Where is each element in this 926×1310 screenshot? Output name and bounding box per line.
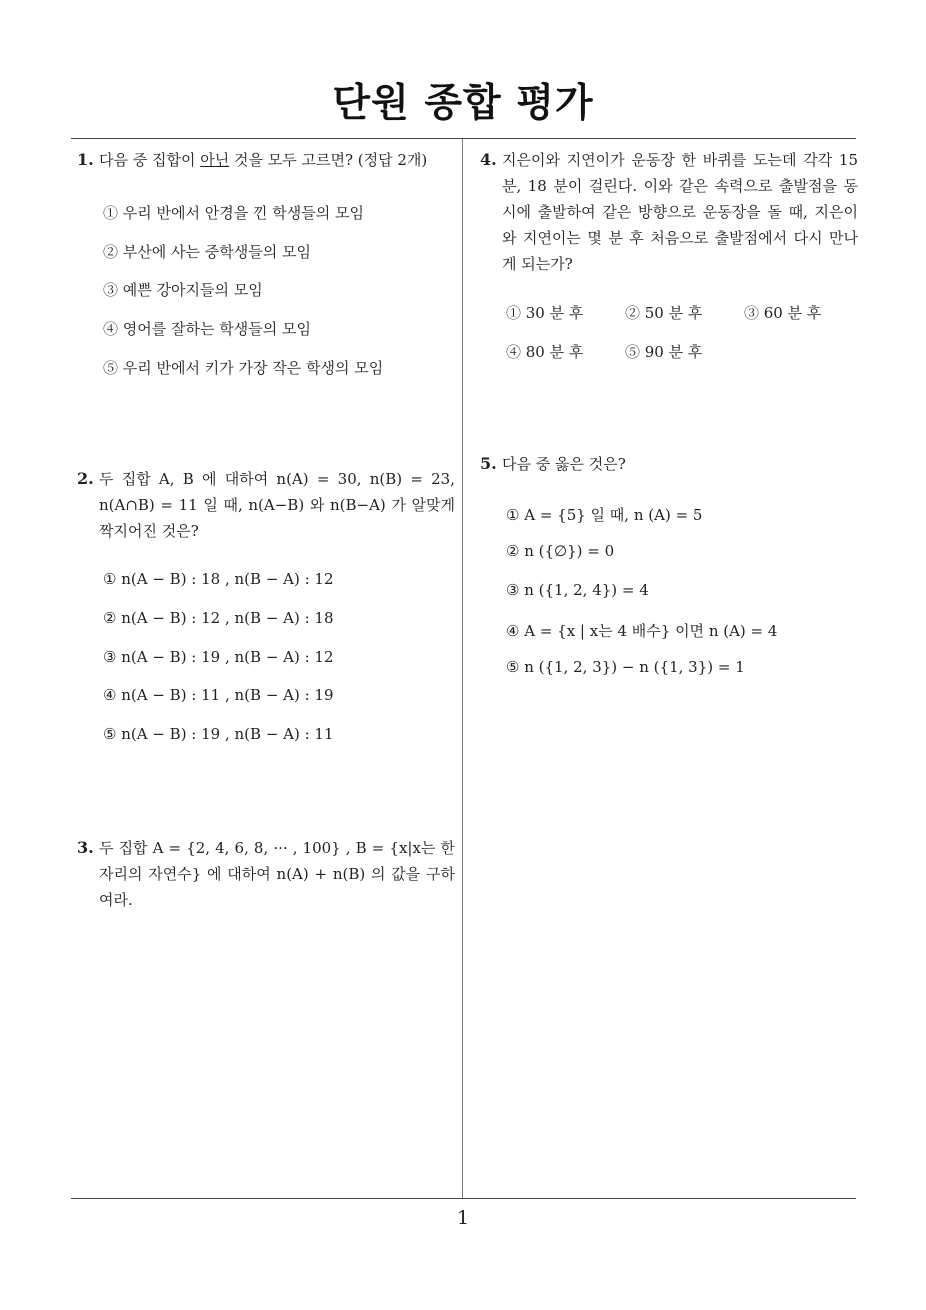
q1-option-1: ① 우리 반에서 안경을 낀 학생들의 모임 (103, 204, 364, 222)
page-number: 1 (456, 1207, 470, 1229)
question-3 (77, 835, 455, 913)
question-4 (480, 147, 858, 277)
question-2 (77, 466, 455, 544)
q4-option-1: ① 30 분 후 (506, 304, 584, 322)
question-number: 2. (77, 469, 94, 488)
q2-option-2: ② n(A − B) : 12 , n(B − A) : 18 (103, 609, 334, 627)
top-rule (71, 138, 856, 139)
q2-option-1: ① n(A − B) : 18 , n(B − A) : 12 (103, 570, 334, 588)
q1-option-2: ② 부산에 사는 중학생들의 모임 (103, 243, 311, 261)
q5-option-5: ⑤ n ({1, 2, 3}) − n ({1, 3}) = 1 (506, 658, 745, 676)
q2-option-4: ④ n(A − B) : 11 , n(B − A) : 19 (103, 686, 334, 704)
question-number: 4. (480, 150, 497, 169)
page-title: 단원 종합 평가 (332, 81, 594, 126)
column-divider (462, 139, 463, 1198)
q4-option-5: ⑤ 90 분 후 (625, 343, 703, 361)
q5-option-2: ② n ({∅}) = 0 (506, 542, 615, 560)
q2-option-5: ⑤ n(A − B) : 19 , n(B − A) : 11 (103, 725, 334, 743)
question-stem: 두 집합 A = {2, 4, 6, 8, ··· , 100} , B = {x|x는 한 자리의 자연수} 에 대하여 n(A) + n(B) 의 값을 구하여라. (99, 839, 455, 909)
question-stem: 두 집합 A, B 에 대하여 n(A) = 30, n(B) = 23, n(A∩B) = 11 일 때, n(A−B) 와 n(B−A) 가 알맞게 짝지어진 것은? (99, 470, 455, 540)
question-stem: 다음 중 옳은 것은? (502, 455, 626, 473)
bottom-rule (71, 1198, 856, 1199)
question-number: 1. (77, 150, 94, 169)
question-1 (77, 147, 455, 173)
q4-option-2: ② 50 분 후 (625, 304, 703, 322)
q1-option-4: ④ 영어를 잘하는 학생들의 모임 (103, 320, 311, 338)
q4-option-4: ④ 80 분 후 (506, 343, 584, 361)
q1-option-5: ⑤ 우리 반에서 키가 가장 작은 학생의 모임 (103, 359, 384, 377)
q5-option-4: ④ A = {x | x는 4 배수} 이면 n (A) = 4 (506, 622, 778, 640)
question-stem: 지은이와 지연이가 운동장 한 바퀴를 도는데 각각 15 분, 18 분이 걸린다. 이와 같은 속력으로 출발점을 동시에 출발하여 같은 방향으로 운동장을 돌 때, 지은이와 지연이는 몇 분 후 처음으로 출발점에서 다시 만나게 되는가? (502, 151, 858, 273)
question-stem: 다음 중 집합이 아닌 것을 모두 고르면? (정답 2개) (99, 151, 428, 169)
question-5 (480, 451, 858, 477)
underlined-word: 아닌 (200, 151, 230, 169)
q4-option-3: ③ 60 분 후 (744, 304, 822, 322)
q5-option-3: ③ n ({1, 2, 4}) = 4 (506, 581, 649, 599)
q5-option-1: ① A = {5} 일 때, n (A) = 5 (506, 506, 703, 524)
q2-option-3: ③ n(A − B) : 19 , n(B − A) : 12 (103, 648, 334, 666)
question-number: 5. (480, 454, 497, 473)
question-number: 3. (77, 838, 94, 857)
q1-option-3: ③ 예쁜 강아지들의 모임 (103, 281, 263, 299)
